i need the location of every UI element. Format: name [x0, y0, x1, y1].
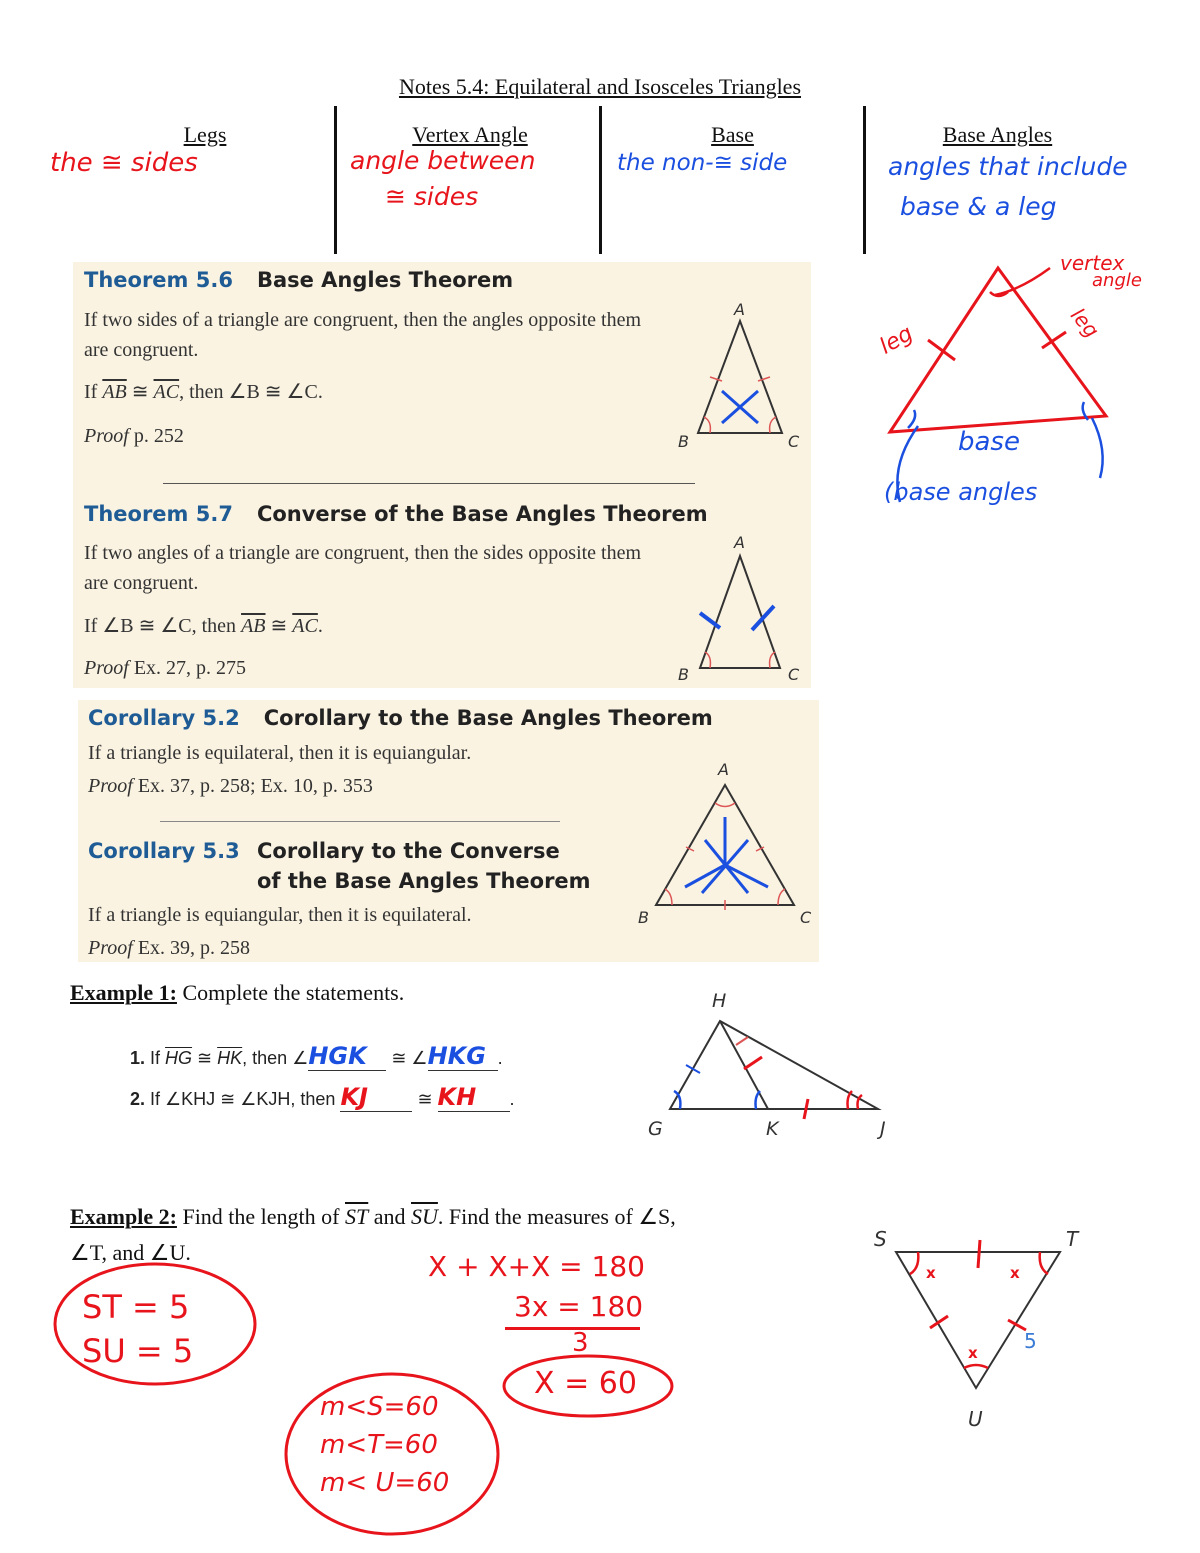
- vertex-s: S: [874, 1227, 887, 1251]
- theorem-number: Theorem 5.6: [84, 268, 233, 292]
- base-angle-arc-left: [908, 410, 915, 428]
- work-angle-u: m< U=60: [320, 1468, 450, 1498]
- angle-mark-u: x: [968, 1344, 978, 1362]
- label-base: base: [958, 427, 1020, 457]
- vertex-c: C: [788, 432, 800, 451]
- vertex-c: C: [800, 908, 812, 927]
- vertex-h: H: [712, 990, 727, 1012]
- vocab-head-base: Base: [711, 122, 754, 147]
- corollary-figure: [630, 755, 820, 935]
- work-angle-s: m<S=60: [320, 1392, 439, 1422]
- divider-line: [163, 483, 695, 484]
- answer-2b: KH: [438, 1083, 510, 1112]
- theorem-5-7-statement: If ∠B ≅ ∠C, then $\overline{AB}$ ≅ $\overline{AC}$.: [84, 615, 323, 637]
- sketch-triangle: [890, 268, 1106, 432]
- work-st-length: ST = 5: [82, 1288, 190, 1326]
- theorem-5-7-proof: Proof Ex. 27, p. 275: [84, 657, 247, 679]
- label-leg-right: leg: [1065, 303, 1104, 343]
- vertex-k: K: [766, 1118, 779, 1140]
- label-base-angles: (base angles: [884, 478, 1038, 506]
- vertex-t: T: [1066, 1227, 1079, 1251]
- corollary-5-2-proof: Proof Ex. 37, p. 258; Ex. 10, p. 353: [88, 775, 373, 797]
- work-angle-t: m<T=60: [320, 1430, 438, 1460]
- vocab-note-vertex-2: ≅ sides: [385, 182, 479, 211]
- vertex-a: A: [734, 533, 745, 552]
- vertex-b: B: [678, 665, 689, 684]
- corollary-5-2-heading: Corollary 5.2 Corollary to the Base Angles Theorem: [88, 706, 713, 730]
- theorem-5-7-heading: [84, 502, 708, 526]
- angle-mark-s: x: [926, 1264, 936, 1282]
- example-1-statement-1: 1. If $\overline{HG}$ ≅ $\overline{HK}$, then ∠HGK ≅ ∠HKG .: [130, 1042, 503, 1070]
- answer-1a: HGK: [308, 1042, 386, 1071]
- example-1-heading: Example 1: Complete the statements.: [70, 980, 405, 1005]
- column-divider: [599, 106, 602, 254]
- example-2-heading: Example 2: Find the length of $\overline{ST}$ and $\overline{SU}$. Find the measures of ∠S,: [70, 1204, 676, 1229]
- vocab-head-vertex-angle: Vertex Angle: [412, 122, 528, 147]
- work-equation: X + X+X = 180: [428, 1250, 645, 1283]
- example-2-figure: [860, 1220, 1100, 1440]
- work-divisor: 3: [572, 1328, 589, 1358]
- work-su-length: SU = 5: [82, 1332, 194, 1370]
- example-1-figure: [640, 985, 910, 1145]
- theorem-name: Base Angles Theorem: [256, 268, 514, 292]
- work-3x: 3x = 180: [514, 1290, 644, 1323]
- page-title: Notes 5.4: Equilateral and Isosceles Triangles: [398, 74, 802, 99]
- vocab-note-base: the non-≅ side: [617, 150, 788, 176]
- answer-1b: HKG: [428, 1042, 498, 1071]
- vocab-note-vertex-1: angle between: [350, 146, 536, 175]
- corollary-5-2-text: If a triangle is equilateral, then it is equiangular.: [88, 742, 472, 764]
- theorem-5-6-proof: Proof p. 252: [84, 425, 184, 447]
- theorem-5-6-figure: [670, 295, 810, 455]
- work-x-value: X = 60: [534, 1366, 637, 1401]
- corollary-5-3-name-2: of the Base Angles Theorem: [257, 869, 591, 893]
- vocab-note-legs: the ≅ sides: [50, 148, 198, 178]
- vertex-arrow: [995, 268, 1050, 295]
- example-2-heading-line2: ∠T, and ∠U.: [70, 1240, 191, 1265]
- corollary-5-3-name-1: Corollary to the Converse: [257, 839, 560, 863]
- theorem-number: Theorem 5.7: [84, 502, 233, 526]
- vertex-a: A: [718, 760, 729, 779]
- theorem-5-6-statement: If $\overline{AB}$ ≅ $\overline{AC}$, then ∠B ≅ ∠C.: [84, 381, 323, 403]
- theorem-5-6-heading: [84, 268, 513, 292]
- angle-mark-t: x: [1010, 1264, 1020, 1282]
- vertex-g: G: [648, 1118, 663, 1140]
- vertex-b: B: [638, 908, 649, 927]
- label-angle: angle: [1092, 270, 1142, 291]
- theorem-5-7-figure: [670, 528, 810, 688]
- column-divider: [863, 106, 866, 254]
- label-leg-left: leg: [875, 321, 918, 360]
- column-divider: [334, 106, 337, 254]
- answer-2a: KJ: [340, 1083, 412, 1112]
- left-leg-tick: [928, 340, 955, 360]
- corollary-5-3-text: If a triangle is equiangular, then it is equilateral.: [88, 904, 472, 926]
- theorem-5-7-text: If two angles of a triangle are congruent, then the sides opposite them are congruent.: [84, 542, 642, 594]
- vertex-j: J: [880, 1118, 886, 1140]
- base-angles-bracket-right: [1092, 418, 1103, 478]
- divider-line: [160, 821, 560, 822]
- vertex-u: U: [968, 1407, 983, 1431]
- vocab-note-base-angles-1: angles that include: [888, 152, 1128, 181]
- vertex-c: C: [788, 665, 800, 684]
- theorem-5-6-text: If two sides of a triangle are congruent, then the angles opposite them are congruent.: [84, 309, 642, 361]
- example-1-statement-2: 2. If ∠KHJ ≅ ∠KJH, then KJ ≅ KH .: [130, 1083, 515, 1111]
- vocab-head-base-angles: Base Angles: [942, 122, 1053, 147]
- label-vertex: vertex: [1060, 251, 1125, 275]
- theorem-name: Converse of the Base Angles Theorem: [256, 502, 708, 526]
- side-label-5: 5: [1024, 1329, 1037, 1353]
- isosceles-sketch: [870, 250, 1180, 530]
- corollary-5-3-proof: Proof Ex. 39, p. 258: [88, 937, 251, 959]
- vertex-b: B: [678, 432, 689, 451]
- corollary-5-3-heading: Corollary 5.3: [88, 839, 240, 863]
- vertex-a: A: [734, 300, 745, 319]
- vocab-note-base-angles-2: base & a leg: [900, 192, 1057, 221]
- vocab-head-legs: Legs: [183, 122, 227, 147]
